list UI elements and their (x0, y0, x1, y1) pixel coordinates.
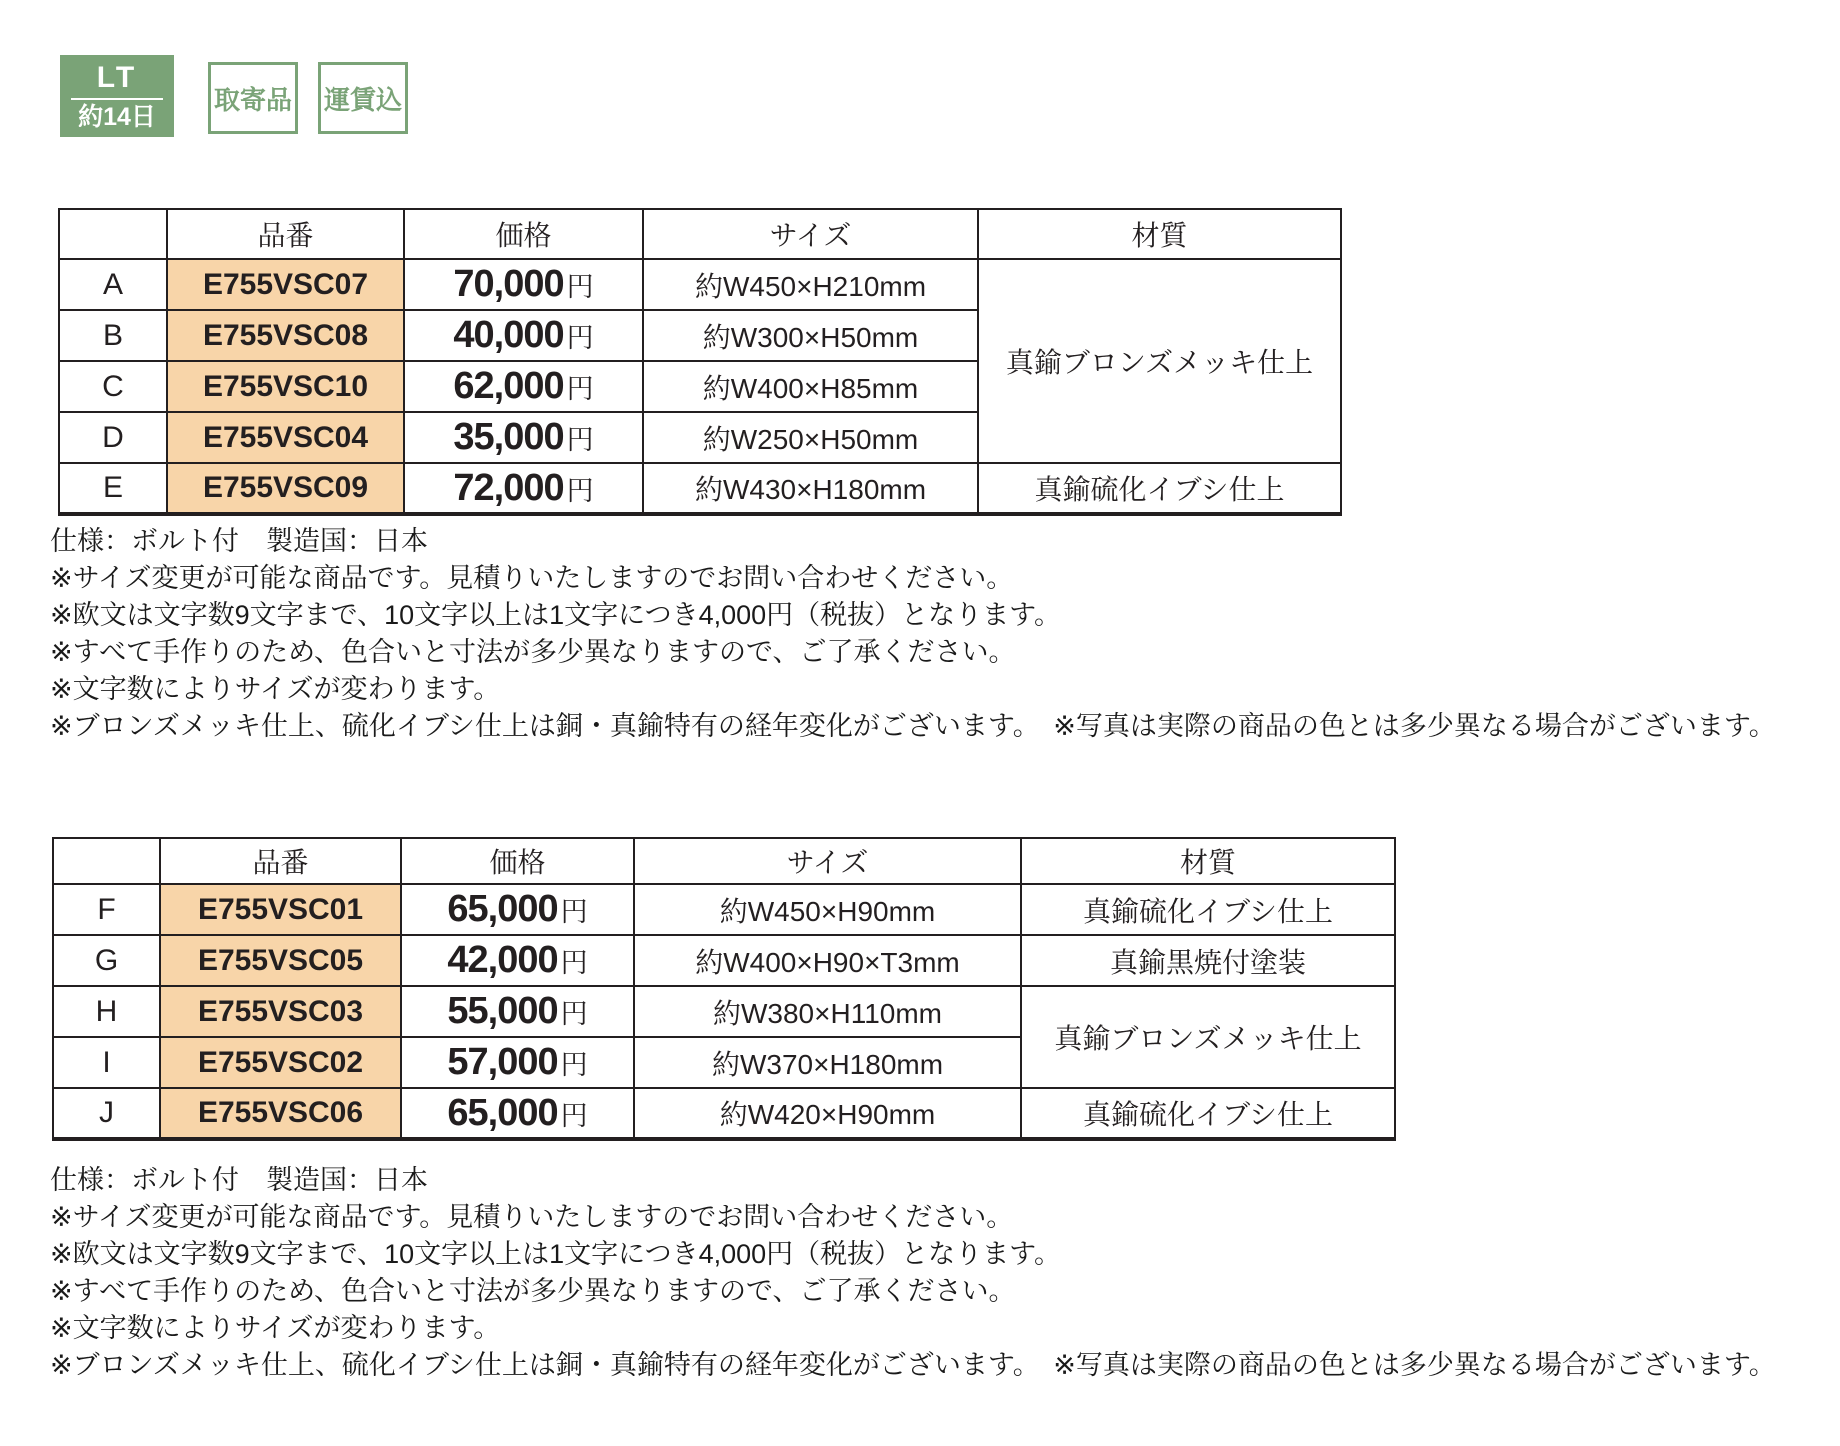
note-line: 仕様：ボルト付 製造国：日本 (50, 526, 428, 556)
price-unit: 円 (560, 948, 588, 978)
price-cell (401, 1037, 634, 1088)
price-amount: 57,000 (447, 1041, 558, 1083)
lead-time-badge (60, 55, 174, 137)
price-unit: 円 (566, 272, 594, 302)
notes-table-2 (50, 1162, 1776, 1384)
material-spec: 真鍮硫化イブシ仕上 (978, 463, 1341, 514)
price-cell (404, 259, 643, 310)
price-amount: 65,000 (447, 888, 558, 930)
note-line: ※サイズ変更が可能な商品です。見積りいたしますのでお問い合わせください。 (50, 1202, 1014, 1232)
row-letter: J (53, 1088, 160, 1139)
price-unit: 円 (560, 1100, 588, 1131)
table-row (53, 986, 1395, 1037)
row-letter: H (53, 986, 160, 1037)
product-code: E755VSC04 (167, 412, 404, 463)
price-amount: 65,000 (447, 1091, 558, 1134)
row-letter: F (53, 884, 160, 935)
price-cell (401, 935, 634, 986)
table-row (59, 259, 1341, 310)
material-spec: 真鍮黒焼付塗装 (1021, 935, 1395, 986)
table-row (59, 463, 1341, 514)
product-code: E755VSC07 (167, 259, 404, 310)
size-spec: 約W380×H110mm (634, 986, 1021, 1037)
size-spec: 約W400×H85mm (643, 361, 978, 412)
row-letter: D (59, 412, 167, 463)
material-spec: 真鍮ブロンズメッキ仕上 (1021, 986, 1395, 1088)
note-line: ※すべて手作りのため、色合いと寸法が多少異なりますので、ご了承ください。 (50, 637, 1016, 667)
product-code: E755VSC02 (160, 1037, 401, 1088)
row-letter: I (53, 1037, 160, 1088)
price-unit: 円 (560, 1050, 588, 1080)
price-amount: 72,000 (453, 466, 564, 509)
lead-time-label: LT (96, 60, 138, 94)
price-amount: 40,000 (453, 314, 564, 356)
badge-backorder (208, 62, 298, 134)
table-row (53, 884, 1395, 935)
row-letter: G (53, 935, 160, 986)
price-unit: 円 (566, 475, 594, 506)
row-letter: E (59, 463, 167, 514)
badge-freight-included-label: 運賃込 (323, 84, 402, 115)
product-code: E755VSC01 (160, 884, 401, 935)
note-line: 仕様：ボルト付 製造国：日本 (50, 1165, 428, 1195)
note-line: ※欧文は文字数9文字まで、10文字以上は1文字につき4,000円（税抜）となります。 (50, 600, 1062, 630)
price-amount: 70,000 (453, 263, 564, 305)
col-header-code: 品番 (167, 209, 404, 259)
note-line: ※ブロンズメッキ仕上、硫化イブシ仕上は銅・真鍮特有の経年変化がございます。 ※写真は実際の商品の色とは多少異なる場合がございます。 (50, 711, 1776, 741)
col-header-price: 価格 (401, 838, 634, 884)
size-spec: 約W300×H50mm (643, 310, 978, 361)
product-spec-table (58, 208, 1342, 516)
table-row (53, 1088, 1395, 1139)
col-header-size: サイズ (643, 209, 978, 259)
price-cell (404, 361, 643, 412)
price-amount: 62,000 (453, 365, 564, 407)
price-cell (401, 986, 634, 1037)
price-unit: 円 (560, 897, 588, 927)
price-cell (401, 884, 634, 935)
table-row (53, 935, 1395, 986)
price-cell (404, 412, 643, 463)
note-line: ※文字数によりサイズが変わります。 (50, 674, 501, 704)
product-spec-table (52, 837, 1396, 1141)
size-spec: 約W450×H210mm (643, 259, 978, 310)
size-spec: 約W400×H90×T3mm (634, 935, 1021, 986)
product-table-1 (58, 208, 1342, 516)
col-header-material: 材質 (1021, 838, 1395, 884)
lead-time-days: 約14日 (78, 102, 156, 131)
product-code: E755VSC05 (160, 935, 401, 986)
price-amount: 35,000 (453, 416, 564, 458)
note-line: ※欧文は文字数9文字まで、10文字以上は1文字につき4,000円（税抜）となります。 (50, 1239, 1062, 1269)
size-spec: 約W420×H90mm (634, 1088, 1021, 1139)
col-header-material: 材質 (978, 209, 1341, 259)
price-unit: 円 (566, 425, 594, 455)
note-line: ※ブロンズメッキ仕上、硫化イブシ仕上は銅・真鍮特有の経年変化がございます。 ※写真は実際の商品の色とは多少異なる場合がございます。 (50, 1350, 1776, 1380)
col-header-size: サイズ (634, 838, 1021, 884)
product-table-2 (52, 837, 1396, 1141)
product-code: E755VSC09 (167, 463, 404, 514)
material-spec: 真鍮硫化イブシ仕上 (1021, 1088, 1395, 1139)
price-cell (404, 463, 643, 514)
material-spec: 真鍮ブロンズメッキ仕上 (978, 259, 1341, 463)
badge-backorder-label: 取寄品 (213, 84, 292, 115)
corner-header (59, 209, 167, 259)
price-unit: 円 (566, 323, 594, 353)
col-header-price: 価格 (404, 209, 643, 259)
material-spec: 真鍮硫化イブシ仕上 (1021, 884, 1395, 935)
product-code: E755VSC03 (160, 986, 401, 1037)
col-header-code: 品番 (160, 838, 401, 884)
price-cell (404, 310, 643, 361)
size-spec: 約W450×H90mm (634, 884, 1021, 935)
row-letter: A (59, 259, 167, 310)
price-amount: 55,000 (447, 990, 558, 1032)
note-line: ※サイズ変更が可能な商品です。見積りいたしますのでお問い合わせください。 (50, 563, 1014, 593)
price-cell (401, 1088, 634, 1139)
note-line: ※すべて手作りのため、色合いと寸法が多少異なりますので、ご了承ください。 (50, 1276, 1016, 1306)
lead-time-divider (71, 98, 163, 100)
size-spec: 約W370×H180mm (634, 1037, 1021, 1088)
badge-freight-included (318, 62, 408, 134)
row-letter: C (59, 361, 167, 412)
product-code: E755VSC06 (160, 1088, 401, 1139)
price-unit: 円 (566, 374, 594, 404)
badge-row (60, 55, 408, 137)
size-spec: 約W250×H50mm (643, 412, 978, 463)
note-line: ※文字数によりサイズが変わります。 (50, 1313, 501, 1343)
price-amount: 42,000 (447, 939, 558, 981)
corner-header (53, 838, 160, 884)
notes-table-1 (50, 523, 1776, 745)
size-spec: 約W430×H180mm (643, 463, 978, 514)
product-code: E755VSC08 (167, 310, 404, 361)
product-code: E755VSC10 (167, 361, 404, 412)
price-unit: 円 (560, 999, 588, 1029)
row-letter: B (59, 310, 167, 361)
